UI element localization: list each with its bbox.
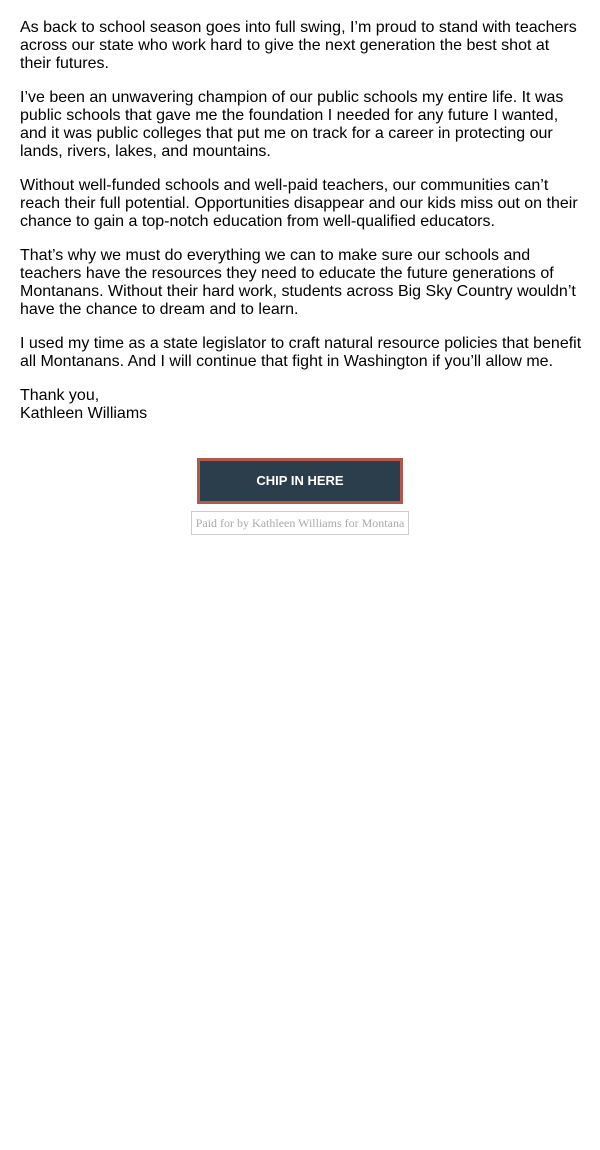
paid-for-disclaimer: Paid for by Kathleen Williams for Montana	[191, 511, 410, 535]
letter-paragraph-1: As back to school season goes into full swing, I’m proud to stand with teachers across our state who work hard to give the next generation the best shot at their futures.	[20, 19, 577, 72]
letter-paragraph-4: That’s why we must do everything we can to make sure our schools and teachers have the resources they need to educate the future generations of Montanans. Without their hard work, students across Big Sky Country wouldn’t have the chance to dream and to learn.	[20, 247, 576, 318]
disclaimer-container	[0, 511, 600, 535]
email-body	[20, 19, 582, 423]
letter-paragraph-2: I’ve been an unwavering champion of our public schools my entire life. It was public schools that gave me the foundation I needed for any future I wanted, and it was public colleges that put me on track for a career in protecting our lands, rivers, lakes, and mountains.	[20, 89, 564, 160]
letter-paragraph-5: I used my time as a state legislator to craft natural resource policies that benefit all Montanans. And I will continue that fight in Washington if you’ll allow me.	[20, 335, 582, 370]
chip-in-button[interactable]: CHIP IN HERE	[197, 458, 403, 504]
signature-name: Kathleen Williams	[20, 405, 148, 422]
signoff-block	[20, 387, 582, 423]
cta-container	[0, 458, 600, 504]
signoff-text: Thank you,	[20, 387, 100, 404]
letter-paragraph-3: Without well-funded schools and well-paid teachers, our communities can’t reach their full potential. Opportunities disappear and our kids miss out on their chance to gain a top-notch education from well-qualified educators.	[20, 177, 578, 230]
